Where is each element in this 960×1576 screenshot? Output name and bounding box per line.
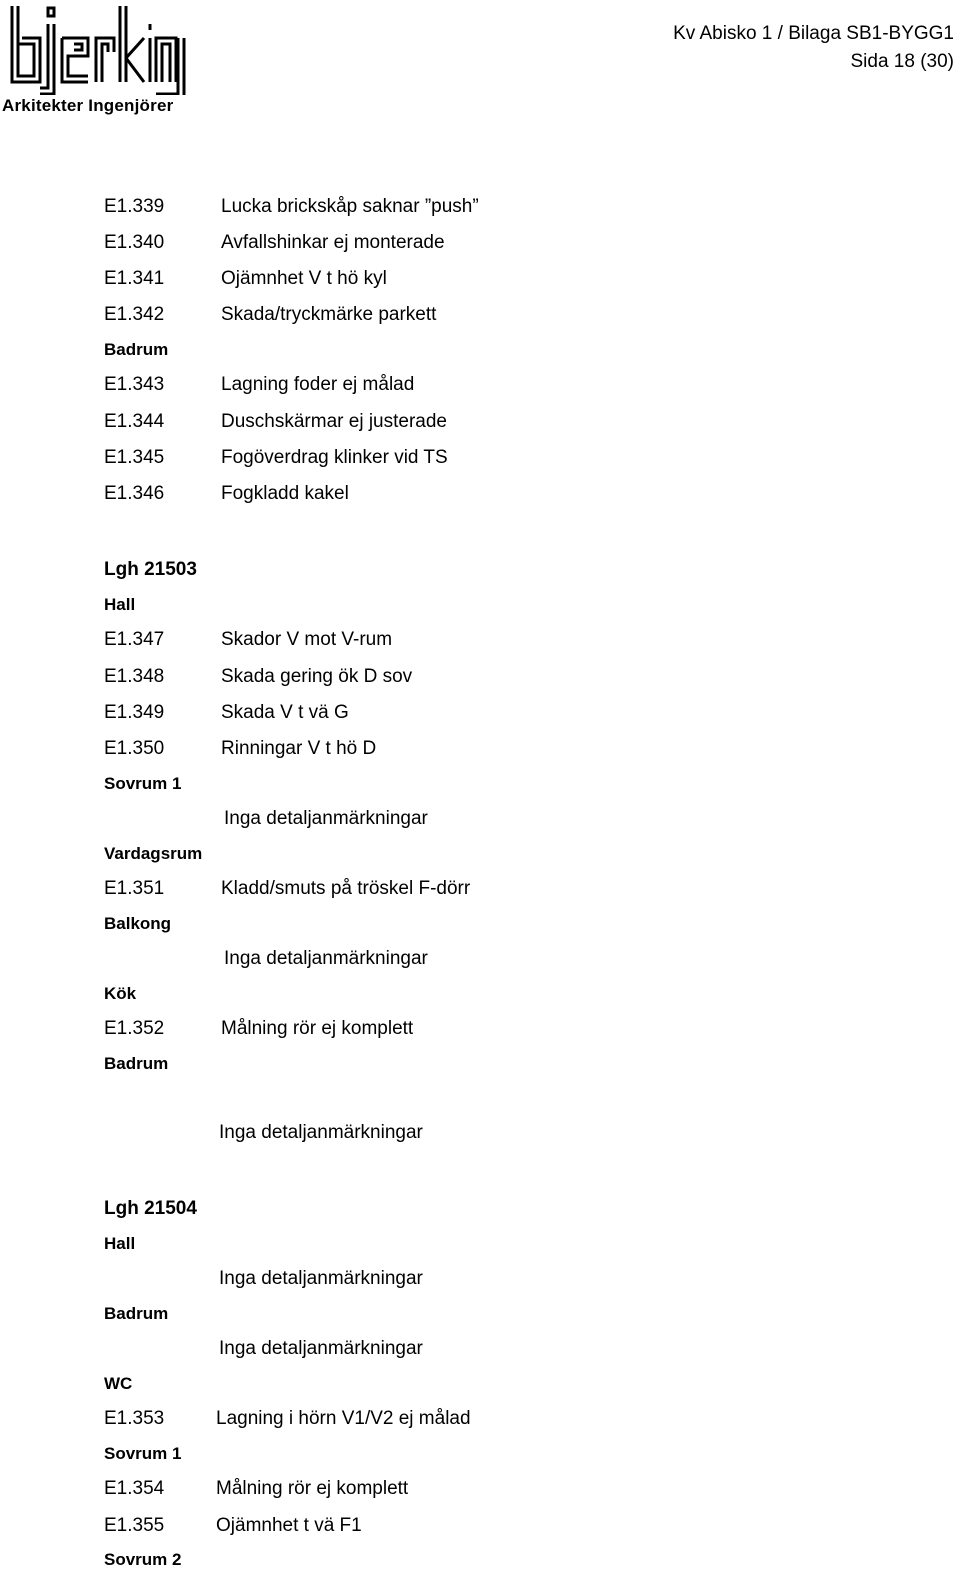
item-description: Ojämnhet t vä F1 <box>216 1515 362 1536</box>
page-number: Sida 18 (30) <box>850 51 954 72</box>
item-code: E1.340 <box>104 232 165 253</box>
page-header <box>673 20 954 76</box>
item-description: Lucka brickskåp saknar ”push” <box>221 196 479 217</box>
item-description: Fogöverdrag klinker vid TS <box>221 447 448 468</box>
item-description: Skador V mot V-rum <box>221 629 393 650</box>
item-code: E1.347 <box>104 629 165 650</box>
no-remarks-note: Inga detaljanmärkningar <box>219 1268 423 1289</box>
item-code: E1.349 <box>104 702 165 723</box>
room-heading: Badrum <box>104 1304 169 1323</box>
item-code: E1.346 <box>104 483 165 504</box>
no-remarks-note: Inga detaljanmärkningar <box>219 1338 423 1359</box>
item-description: Ojämnhet V t hö kyl <box>221 268 387 289</box>
item-code: E1.339 <box>104 196 165 217</box>
item-code: E1.345 <box>104 447 165 468</box>
apartment-heading: Lgh 21503 <box>104 559 197 580</box>
room-heading: Sovrum 2 <box>104 1550 182 1569</box>
item-code: E1.341 <box>104 268 165 289</box>
no-remarks-note: Inga detaljanmärkningar <box>219 1122 423 1143</box>
item-code: E1.351 <box>104 878 165 899</box>
item-description: Kladd/smuts på tröskel F-dörr <box>221 878 471 899</box>
room-heading: Hall <box>104 595 136 614</box>
item-description: Duschskärmar ej justerade <box>221 411 447 432</box>
item-code: E1.343 <box>104 374 165 395</box>
room-heading: WC <box>104 1374 133 1393</box>
no-remarks-note: Inga detaljanmärkningar <box>224 808 428 829</box>
item-code: E1.353 <box>104 1408 165 1429</box>
no-remarks-note: Inga detaljanmärkningar <box>224 948 428 969</box>
item-description: Målning rör ej komplett <box>216 1478 409 1499</box>
item-description: Skada gering ök D sov <box>221 666 413 687</box>
item-code: E1.344 <box>104 411 165 432</box>
item-description: Målning rör ej komplett <box>221 1018 414 1039</box>
room-heading: Balkong <box>104 914 172 933</box>
room-heading: Hall <box>104 1234 136 1253</box>
item-code: E1.352 <box>104 1018 165 1039</box>
apartment-heading: Lgh 21504 <box>104 1198 197 1219</box>
company-logo <box>0 0 190 125</box>
item-description: Avfallshinkar ej monterade <box>221 232 445 253</box>
item-code: E1.350 <box>104 738 165 759</box>
room-heading: Badrum <box>104 1054 169 1073</box>
item-code: E1.355 <box>104 1515 165 1536</box>
item-description: Skada V t vä G <box>221 702 349 723</box>
item-code: E1.342 <box>104 304 165 325</box>
logo-wordmark-graphic <box>0 0 190 95</box>
room-heading: Vardagsrum <box>104 844 203 863</box>
item-code: E1.354 <box>104 1478 165 1499</box>
item-description: Skada/tryckmärke parkett <box>221 304 437 325</box>
room-heading: Sovrum 1 <box>104 774 182 793</box>
item-description: Lagning i hörn V1/V2 ej målad <box>216 1408 471 1429</box>
logo-tagline: Arkitekter Ingenjörer <box>2 96 174 115</box>
item-description: Lagning foder ej målad <box>221 374 415 395</box>
item-code: E1.348 <box>104 666 165 687</box>
room-heading: Sovrum 1 <box>104 1444 182 1463</box>
item-description: Fogkladd kakel <box>221 483 349 504</box>
room-heading: Kök <box>104 984 137 1003</box>
item-description: Rinningar V t hö D <box>221 738 377 759</box>
document-title: Kv Abisko 1 / Bilaga SB1-BYGG1 <box>673 23 954 44</box>
room-heading: Badrum <box>104 340 169 359</box>
